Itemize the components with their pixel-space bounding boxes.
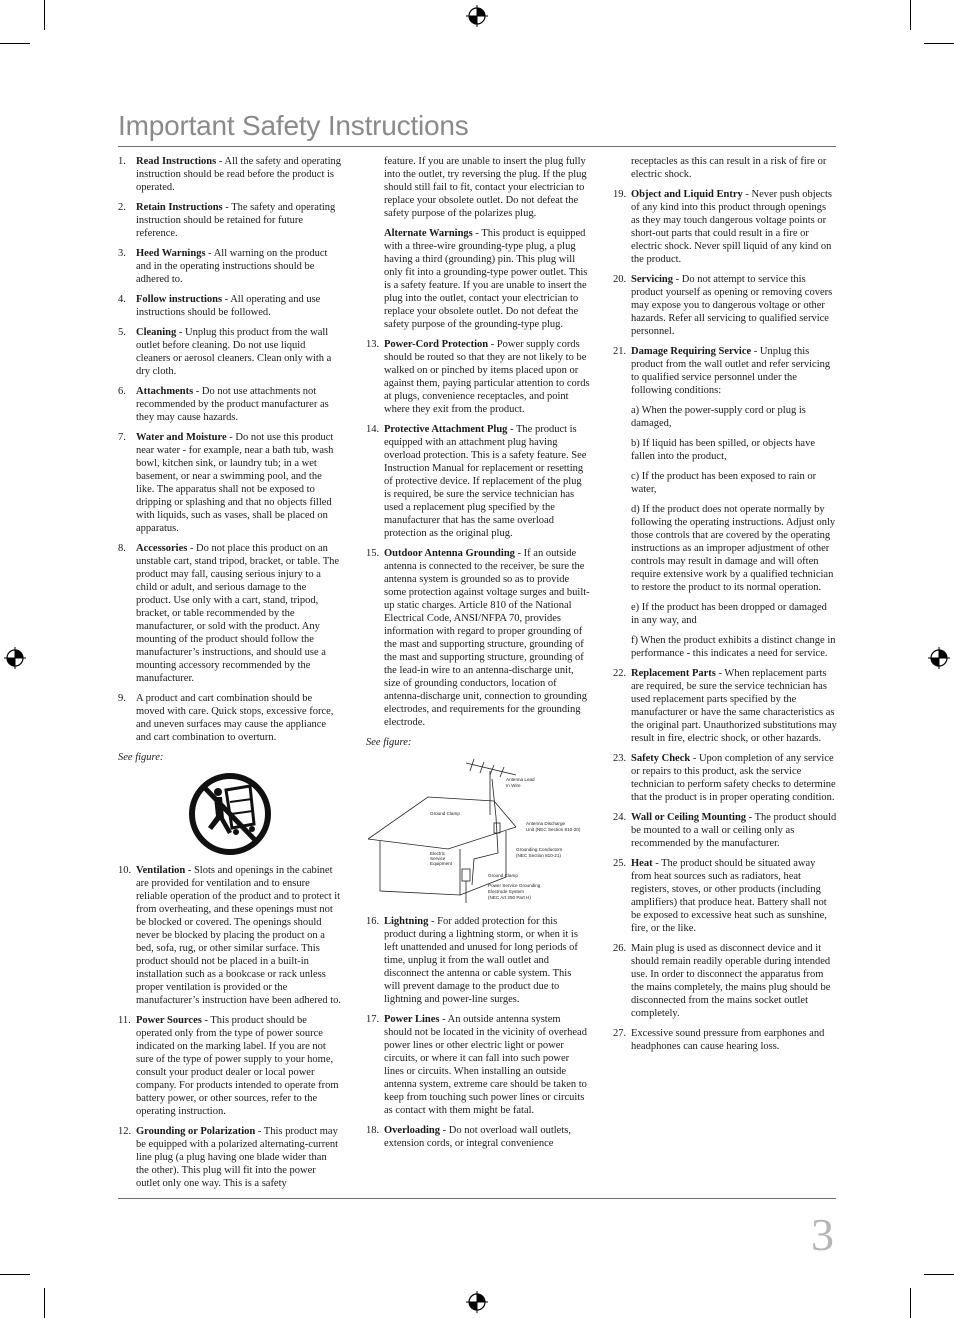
diagram-label: (NEC Section 810-21)	[516, 853, 561, 858]
crop-mark	[910, 0, 911, 30]
list-item-continued: feature. If you are unable to insert the plug fully into the outlet, try reversing the plug. If the plug should still fail to fit, contact your electrician to replace your obsolete outlet. Do not defeat the safety purpose of the polarizes plug.	[384, 156, 587, 219]
list-item: 25. Heat - The product should be situated away from heat sources such as radiators, heat registers, stoves, or other products (including amplifiers) that produce heat. Battery shall not be exposed to excessive heat such as sunshine, fire, or the like.	[613, 858, 827, 934]
list-item-continued: receptacles as this can result in a risk of fire or electric shock.	[631, 156, 827, 180]
list-item: 4. Follow instructions - All operating and use instructions should be followed.	[118, 294, 321, 318]
registration-mark-icon	[4, 647, 26, 669]
list-item: 16. Lightning - For added protection for this product during a lightning storm, or when it is left unattended and unused for long periods of time, unplug it from the wall outlet and disconnect the antenna or cable system. This will prevent damage to the product due to lightning and power-line surges.	[366, 916, 578, 1005]
list-item: 6. Attachments - Do not use attachments not recommended by the product manufacturer as they may cause hazards.	[118, 386, 329, 423]
crop-mark	[924, 43, 954, 44]
see-figure-caption: See figure:	[118, 752, 164, 763]
registration-mark-icon	[466, 5, 488, 27]
crop-mark	[44, 1288, 45, 1318]
list-item: 1. Read Instructions - All the safety and operating instruction should be read before the product is operated.	[118, 156, 342, 193]
list-item: 20. Servicing - Do not attempt to service this product yourself as opening or removing covers may expose you to dangerous voltage or other hazards. Refer all servicing to qualified service personnel.	[613, 274, 833, 337]
column-1	[118, 155, 342, 1197]
list-item: 19. Object and Liquid Entry - Never push objects of any kind into this product through openings as they may touch dangerous voltage points or short-out parts that could result in a fire or electric shock. Never spill liquid of any kind on the product.	[613, 189, 832, 265]
list-item: 21. Damage Requiring Service - Unplug this product from the wall outlet and refer servicing to qualified service personnel under the following conditions:	[613, 346, 831, 396]
list-item: 10. Ventilation - Slots and openings in the cabinet are provided for ventilation and to ensure reliable operation of the product and to protect it from overheating, and these openings must not be blocked or covered. The openings should never be blocked by placing the product on a bed, sofa, rug, or other similar surface. This product should not be placed in a built-in installation such as a bookcase or rack unless proper ventilation is provided or the manufacturer’s instruction have been adhered to.	[118, 865, 342, 1006]
crop-mark	[910, 1288, 911, 1318]
diagram-label: Unit (NEC Section 810-20)	[526, 827, 581, 832]
registration-mark-icon	[466, 1291, 488, 1313]
diagram-label: Electrode System	[488, 889, 524, 894]
see-figure-caption: See figure:	[366, 737, 412, 748]
crop-mark	[0, 43, 30, 44]
sub-item: a) When the power-supply cord or plug is damaged,	[631, 405, 806, 429]
crop-mark	[924, 1274, 954, 1275]
crop-mark	[44, 0, 45, 30]
title-rule	[118, 146, 836, 147]
sub-item: d) If the product does not operate normally by following the operating instructions. Adjust only those controls that are covered by the operating instructions as an improper adjustment of other controls may result in damage and will often require extensive work by a qualified technician to restore the product to its normal operation.	[631, 504, 836, 593]
list-item: 23. Safety Check - Upon completion of any service or repairs to this product, ask the service technician to perform safety checks to determine that the product is in proper operating condition.	[613, 753, 836, 803]
registration-mark-icon	[928, 647, 950, 669]
diagram-label: Equipment	[430, 861, 452, 866]
sub-item: f) When the product exhibits a distinct change in performance - this indicates a need for service.	[631, 635, 836, 659]
list-item: 26. Main plug is used as disconnect device and it should remain readily operable during intended use. In order to disconnect the apparatus from the mains completely, the mains plug should be disconnected from the mains socket outlet completely.	[613, 943, 831, 1019]
list-item-paragraph: Alternate Warnings - This product is equipped with a three-wire grounding-type plug, a plug having a third (grounding) pin. This plug will only fit into a grounding-type power outlet. This is a safety feature. If you are unable to insert the plug into the outlet, contact your electrician to replace your obsolete outlet. Do not defeat the safety purpose of the grounding-type plug.	[384, 228, 588, 330]
diagram-label: Power Service Grounding	[488, 883, 541, 888]
diagram-label: Ground Clamp	[488, 873, 518, 878]
list-item: 12. Grounding or Polarization - This product may be equipped with a polarized alternating-current line plug (a plug having one blade wider than the other). This plug will fit into the power outlet only one way. This is a safety	[118, 1126, 339, 1189]
list-item: 13. Power-Cord Protection - Power supply cords should be routed so that they are not likely to be walked on or pinched by items placed upon or against them, paying particular attention to cords at plugs, convenience receptacles, and point where they exit from the product.	[366, 339, 590, 415]
footer-rule	[118, 1198, 836, 1199]
page-number: 3	[811, 1209, 834, 1260]
diagram-label: Ground Clamp	[430, 811, 460, 816]
list-item: 9. A product and cart combination should be moved with care. Quick stops, excessive force, and uneven surfaces may cause the appliance and cart combination to overturn.	[118, 693, 334, 743]
page-title: Important Safety Instructions	[118, 110, 469, 141]
column-2	[366, 155, 590, 1157]
diagram-label: Electric	[430, 851, 446, 856]
list-item: 24. Wall or Ceiling Mounting - The product should be mounted to a wall or ceiling only as recommended by the manufacturer.	[613, 812, 837, 849]
list-item: 7. Water and Moisture - Do not use this product near water - for example, near a bath tub, wash bowl, kitchen sink, or laundry tub; in a wet basement, or near a swimming pool, and the like. The apparatus shall not be exposed to dripping or splashing and that no objects filled with liquids, such as vases, shall be placed on apparatus.	[118, 432, 334, 534]
list-item: 3. Heed Warnings - All warning on the product and in the operating instructions should be adhered to.	[118, 248, 328, 285]
list-item: 2. Retain Instructions - The safety and operating instruction should be retained for future reference.	[118, 202, 336, 239]
list-item: 8. Accessories - Do not place this product on an unstable cart, stand tripod, bracket, or table. The product may fall, causing serious injury to a child or adult, and serious damage to the product. Use only with a cart, stand, tripod, bracket, or table recommended by the manufacturer, or sold with the product. Any mounting of the product should follow the manufacturer’s instructions, and should use a mounting accessory recommended by the manufacturer.	[118, 543, 340, 684]
diagram-label: Antenna Lead	[506, 777, 535, 782]
sub-item: b) If liquid has been spilled, or objects have fallen into the product,	[631, 438, 815, 462]
list-item: 27. Excessive sound pressure from earphones and headphones can cause hearing loss.	[613, 1028, 825, 1052]
sub-item: e) If the product has been dropped or damaged in any way, and	[631, 602, 827, 626]
column-3	[613, 155, 837, 1060]
sub-item: c) If the product has been exposed to rain or water,	[631, 471, 817, 495]
diagram-label: In Wire	[506, 783, 521, 788]
list-item: 14. Protective Attachment Plug - The product is equipped with an attachment plug having overload protection. This is a safety feature. See Instruction Manual for replacement or resetting of protective device. If replacement of the plug is required, be sure the service technician has used a replacement plug specified by the manufacturer that has the same overload protection as the original plug.	[366, 424, 587, 539]
list-item: 22. Replacement Parts - When replacement parts are required, be sure the service technician has used replacement parts specified by the manufacturer or have the same characteristics as the original part. Unauthorized substitutions may result in fire, electric shock, or other hazards.	[613, 668, 837, 744]
list-item: 11. Power Sources - This product should be operated only from the type of power source indicated on the marking label. If you are not sure of the type of power supply to your home, consult your product dealer or local power company. For products intended to operate from battery power, or other sources, refer to the operating instruction.	[118, 1015, 339, 1117]
diagram-label: (NEC Art 250 Part H)	[488, 895, 531, 900]
list-item: 17. Power Lines - An outside antenna system should not be located in the vicinity of overhead power lines or other electric light or power circuits, or where it can fall into such power lines or circuits. When installing an outside antenna system, extreme care should be taken to keep from touching such power lines or circuits as contact with them might be fatal.	[366, 1014, 587, 1116]
crop-mark	[0, 1274, 30, 1275]
list-item: 18. Overloading - Do not overload wall outlets, extension cords, or integral convenience	[366, 1125, 571, 1149]
diagram-label: Grounding Conductors	[516, 847, 563, 852]
list-item: 15. Outdoor Antenna Grounding - If an outside antenna is connected to the receiver, be sure the antenna system is grounded so as to provide some protection against voltage surges and built-up static charges. Article 810 of the National Electrical Code, ANSI/NFPA 70, provides information with regard to proper grounding of the mast and supporting structure, grounding of the mast and supporting structure, grounding of the lead-in wire to an antenna-discharge unit, size of grounding conductors, location of antenna-discharge unit, connection to grounding electrodes, and requirements for the grounding electrode.	[366, 548, 590, 728]
cart-warning-icon	[188, 772, 272, 856]
antenna-grounding-diagram	[366, 757, 590, 907]
diagram-label: Service	[430, 856, 446, 861]
list-item: 5. Cleaning - Unplug this product from the wall outlet before cleaning. Do not use liquid cleaners or aerosol cleaners. Clean only with a dry cloth.	[118, 327, 332, 377]
diagram-label: Antenna Discharge	[526, 821, 566, 826]
